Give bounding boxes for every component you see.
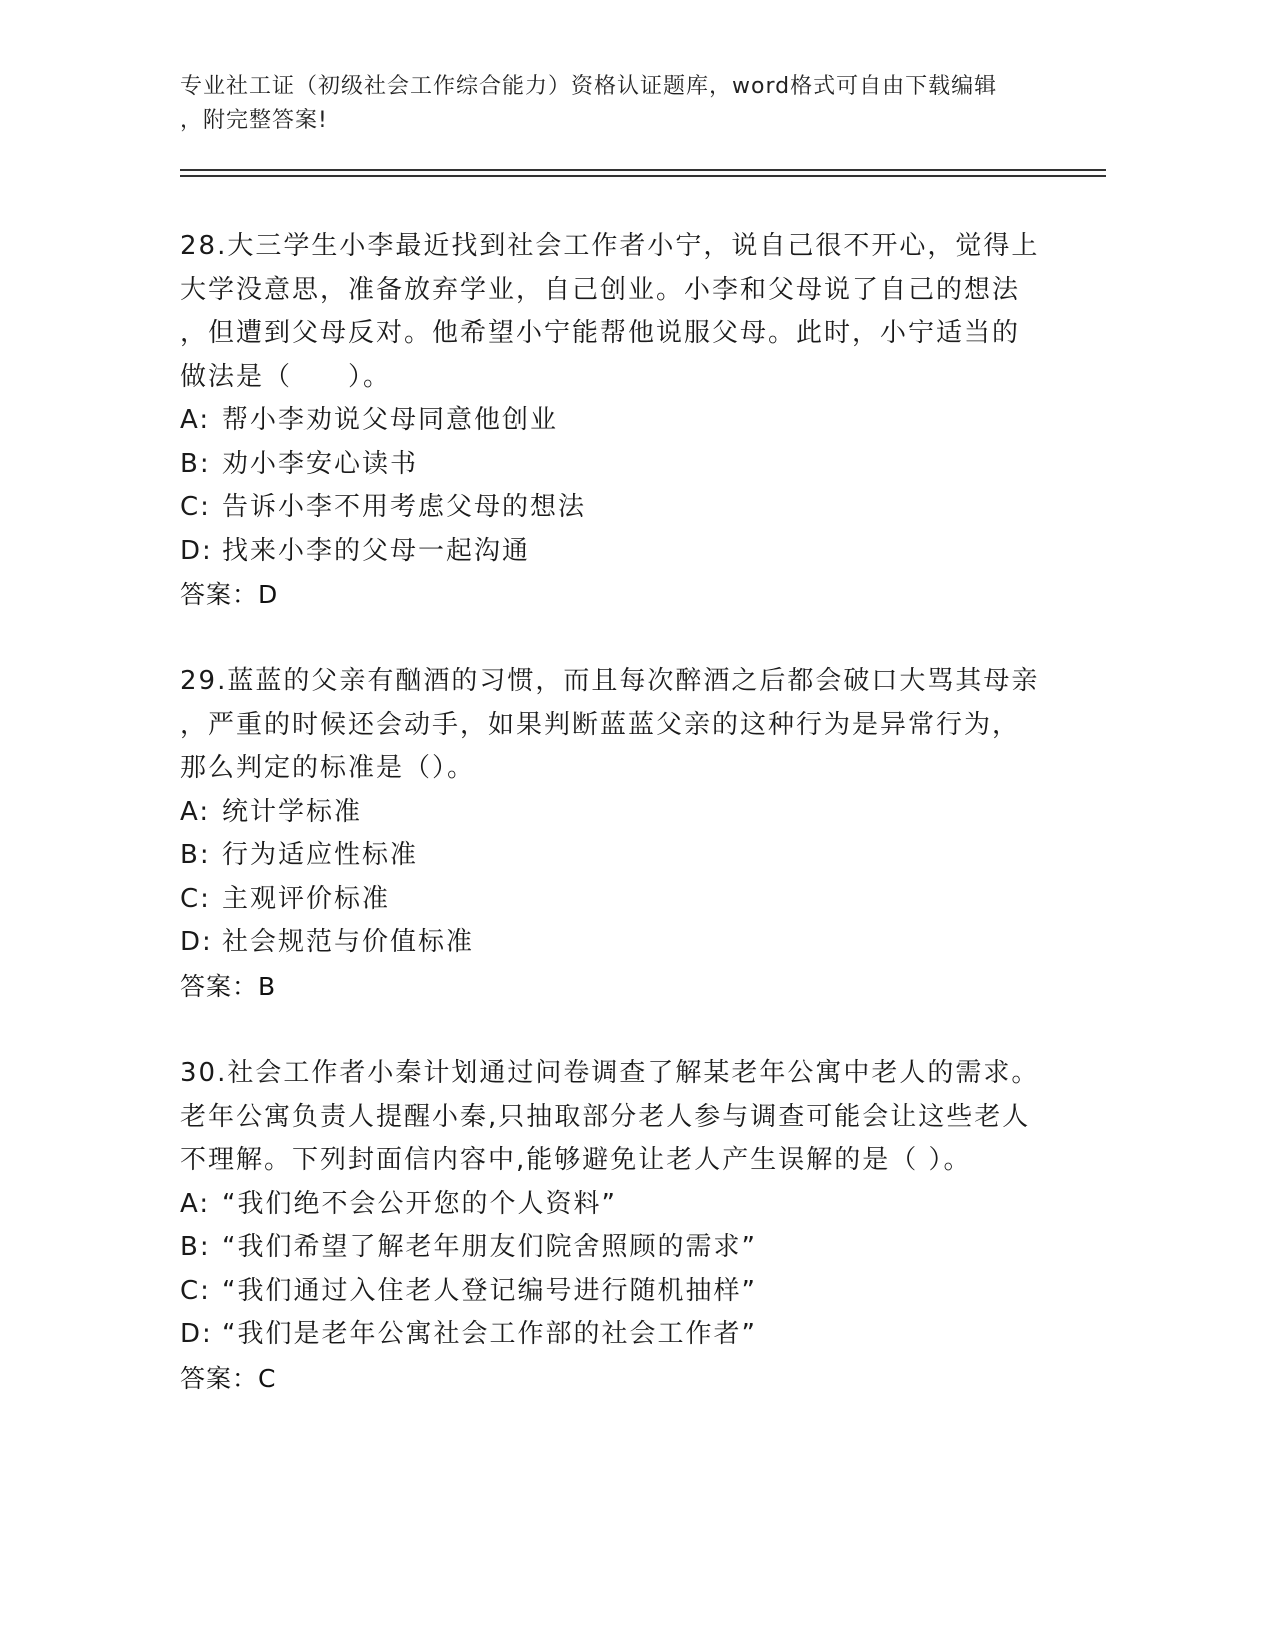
option-b <box>180 443 1050 487</box>
header-line-2: ，附完整答案! <box>180 108 328 133</box>
option-key: B: <box>180 1232 211 1262</box>
option-c <box>180 878 1050 922</box>
option-c <box>180 1270 1050 1314</box>
option-d <box>180 1313 1050 1357</box>
option-text: 统计学标准 <box>222 796 363 827</box>
option-key: D: <box>180 535 213 566</box>
option-text: 行为适应性标准 <box>222 840 419 870</box>
option-text: “我们希望了解老年朋友们院舍照顾的需求” <box>222 1232 757 1262</box>
header-line-1: 专业社工证（初级社会工作综合能力）资格认证题库，word格式可自由下载编辑 <box>180 74 998 99</box>
answer-label: 答案：D <box>180 580 279 609</box>
answer-label: 答案：C <box>180 1363 277 1393</box>
option-key: A: <box>180 1188 211 1219</box>
option-a <box>180 1183 1050 1227</box>
option-text: 告诉小李不用考虑父母的想法 <box>222 492 587 522</box>
option-text: “我们绝不会公开您的个人资料” <box>222 1188 617 1219</box>
option-d <box>180 921 1050 965</box>
header-divider-top <box>180 169 1106 171</box>
option-text: “我们是老年公寓社会工作部的社会工作者” <box>222 1319 757 1349</box>
option-a <box>180 399 1050 443</box>
question-stem-line: ，但遭到父母反对。他希望小宁能帮他说服父母。此时，小宁适当的 <box>180 318 1021 348</box>
option-key: B: <box>180 840 211 870</box>
question-29 <box>180 660 1050 1008</box>
option-b <box>180 1226 1050 1270</box>
option-d <box>180 530 1050 574</box>
option-key: D: <box>180 1319 213 1349</box>
option-c <box>180 486 1050 530</box>
header-divider-bottom <box>180 175 1106 177</box>
option-b <box>180 834 1050 878</box>
document-header <box>180 70 1040 138</box>
option-key: B: <box>180 448 211 479</box>
option-key: C: <box>180 492 211 522</box>
option-key: A: <box>180 796 211 827</box>
answer-label: 答案：B <box>180 971 277 1001</box>
option-key: A: <box>180 405 211 435</box>
question-stem-line: 不理解。下列封面信内容中,能够避免让老人产生误解的是（ ）。 <box>180 1145 972 1175</box>
question-30 <box>180 1052 1050 1400</box>
question-stem-line: 28.大三学生小李最近找到社会工作者小宁，说自己很不开心，觉得上 <box>180 231 1040 261</box>
question-stem-line: 大学没意思，准备放弃学业，自己创业。小李和父母说了自己的想法 <box>180 274 1021 305</box>
option-text: 主观评价标准 <box>222 883 391 914</box>
question-stem-line: 做法是（ ）。 <box>180 361 392 392</box>
question-stem-line: 29.蓝蓝的父亲有酗酒的习惯，而且每次醉酒之后都会破口大骂其母亲 <box>180 666 1040 696</box>
question-stem-line: ，严重的时候还会动手，如果判断蓝蓝父亲的这种行为是异常行为， <box>180 709 1021 740</box>
option-text: 劝小李安心读书 <box>222 448 419 479</box>
option-text: 帮小李劝说父母同意他创业 <box>222 405 559 435</box>
option-key: C: <box>180 883 211 914</box>
question-stem-line: 那么判定的标准是（）。 <box>180 753 476 783</box>
option-text: 社会规范与价值标准 <box>222 927 475 957</box>
question-stem-line: 老年公寓负责人提醒小秦,只抽取部分老人参与调查可能会让这些老人 <box>180 1101 1031 1132</box>
option-text: “我们通过入住老人登记编号进行随机抽样” <box>222 1275 757 1306</box>
question-28 <box>180 225 1050 617</box>
option-a <box>180 791 1050 835</box>
option-text: 找来小李的父母一起沟通 <box>222 535 531 566</box>
question-stem-line: 30.社会工作者小秦计划通过问卷调查了解某老年公寓中老人的需求。 <box>180 1058 1040 1088</box>
option-key: D: <box>180 927 213 957</box>
option-key: C: <box>180 1275 211 1306</box>
